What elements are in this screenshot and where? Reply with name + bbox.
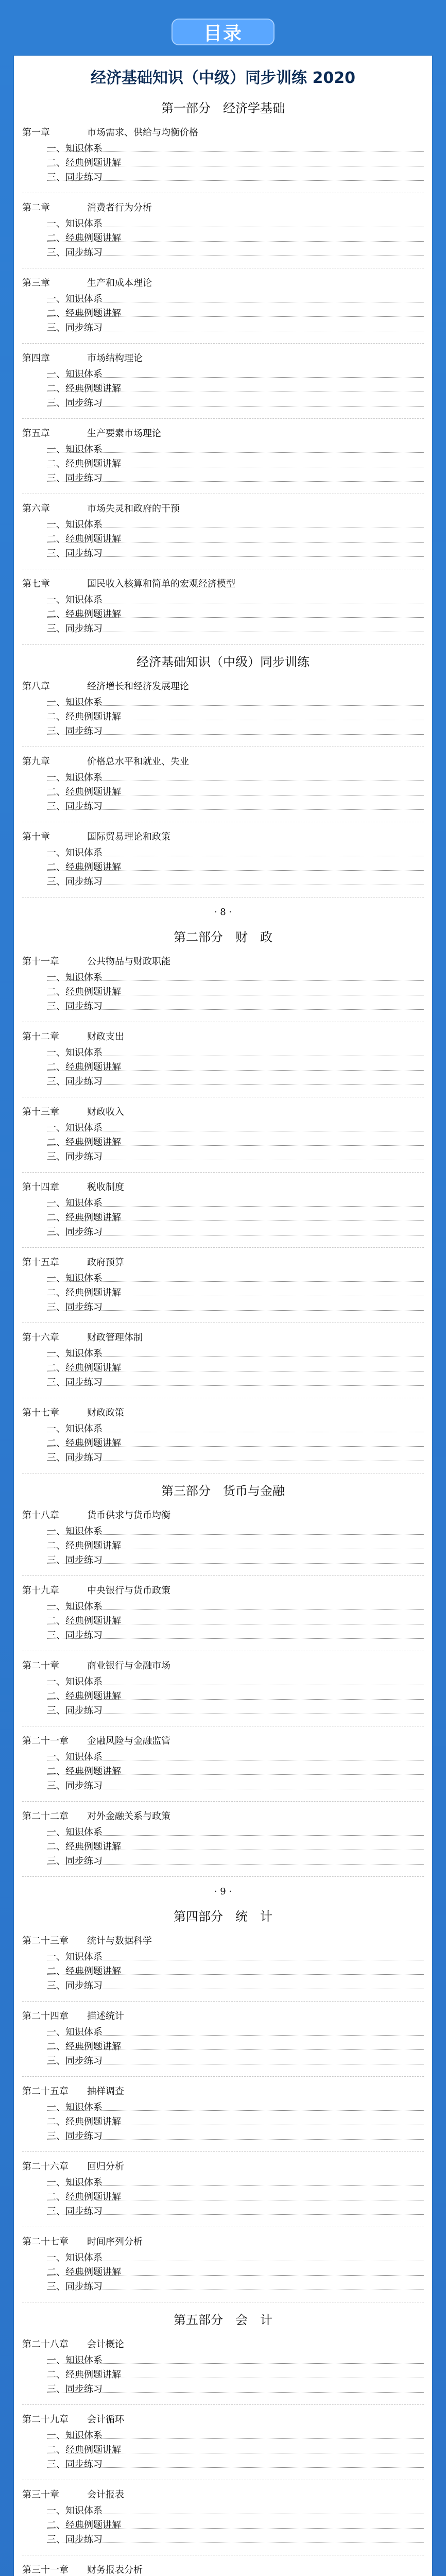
chapter-number: 第六章 (22, 503, 50, 514)
toc-entry: 一、知识体系 (14, 292, 432, 307)
chapter-title: 统计与数据科学 (87, 1936, 152, 1946)
chapter-number: 第五章 (22, 428, 50, 439)
chapter-number: 第八章 (22, 681, 50, 692)
toc-entry: 一、知识体系 (14, 1825, 432, 1840)
toc-entry: 二、经典例题讲解 (14, 1765, 432, 1779)
toc-entry: 三、同步练习 (14, 2054, 432, 2069)
toc-entry: 三、同步练习 (14, 1704, 432, 1718)
section-separator (22, 2554, 424, 2555)
chapter-heading (14, 2487, 432, 2501)
toc-entry: 三、同步练习 (14, 2280, 432, 2294)
toc-entry: 三、同步练习 (14, 622, 432, 636)
chapter-title: 国际贸易理论和政策 (87, 832, 170, 842)
chapter-number: 第七章 (22, 579, 50, 589)
toc-entry: 三、同步练习 (14, 321, 432, 335)
section-separator (22, 2001, 424, 2002)
toc-entry: 二、经典例题讲解 (14, 1211, 432, 1225)
toc-entry: 二、经典例题讲解 (14, 607, 432, 622)
toc-entry: 一、知识体系 (14, 1524, 432, 1539)
chapter-title: 会计概论 (87, 2339, 124, 2350)
chapter-heading (14, 501, 432, 515)
section-separator (22, 493, 424, 494)
toc-entry: 一、知识体系 (14, 846, 432, 860)
toc-entry: 二、经典例题讲解 (14, 307, 432, 321)
chapter-heading (14, 1934, 432, 1947)
chapter-heading (14, 2563, 432, 2576)
toc-entry: 一、知识体系 (14, 1121, 432, 1136)
toc-entry: 二、经典例题讲解 (14, 860, 432, 875)
chapter-number: 第二十九章 (22, 2414, 68, 2425)
section-separator (22, 2076, 424, 2077)
toc-entry: 二、经典例题讲解 (14, 1361, 432, 1376)
toc-entry: 三、同步练习 (14, 1300, 432, 1315)
part-title: 第四部分 统 计 (174, 1909, 272, 1924)
section-separator (22, 1801, 424, 1802)
chapter-number: 第四章 (22, 353, 50, 364)
chapter-title: 时间序列分析 (87, 2236, 143, 2247)
toc-entry: 二、经典例题讲解 (14, 1840, 432, 1854)
toc-entry: 一、知识体系 (14, 217, 432, 231)
toc-tab: 目录 (171, 19, 275, 45)
chapter-heading (14, 426, 432, 439)
chapter-number: 第十章 (22, 832, 50, 842)
chapter-heading (14, 577, 432, 590)
toc-entry: 一、知识体系 (14, 2504, 432, 2518)
chapter-heading (14, 1583, 432, 1597)
toc-entry: 一、知识体系 (14, 1196, 432, 1211)
section-separator (22, 1472, 424, 1473)
toc-entry: 一、知识体系 (14, 2251, 432, 2265)
chapter-title: 市场需求、供给与均衡价格 (87, 127, 198, 138)
toc-entry: 二、经典例题讲解 (14, 2518, 432, 2533)
chapter-number: 第二十五章 (22, 2086, 68, 2097)
toc-entry: 三、同步练习 (14, 2205, 432, 2219)
toc-entry: 一、知识体系 (14, 2429, 432, 2443)
section-separator (22, 1725, 424, 1726)
toc-entry: 二、经典例题讲解 (14, 2115, 432, 2129)
section-separator (22, 1575, 424, 1576)
chapter-heading (14, 1809, 432, 1822)
chapter-title: 对外金融关系与政策 (87, 1811, 170, 1822)
part-title: 第一部分 经济学基础 (161, 101, 285, 115)
section-separator (22, 1096, 424, 1097)
toc-entry: 一、知识体系 (14, 771, 432, 785)
toc-entry: 二、经典例题讲解 (14, 1060, 432, 1075)
toc-entry: 一、知识体系 (14, 518, 432, 532)
toc-entry: 三、同步练习 (14, 1979, 432, 1993)
section-separator (22, 1397, 424, 1398)
chapter-heading (14, 1658, 432, 1672)
chapter-title: 价格总水平和就业、失业 (87, 756, 189, 767)
chapter-title: 消费者行为分析 (87, 202, 152, 213)
toc-entry: 三、同步练习 (14, 800, 432, 814)
toc-entry: 一、知识体系 (14, 1347, 432, 1361)
toc-entry: 三、同步练习 (14, 2382, 432, 2397)
toc-sheet (14, 56, 432, 2576)
toc-entry: 一、知识体系 (14, 2100, 432, 2115)
toc-entry: 一、知识体系 (14, 2353, 432, 2368)
part-title: 第二部分 财 政 (174, 930, 272, 944)
toc-entry: 二、经典例题讲解 (14, 1689, 432, 1704)
toc-entry: 一、知识体系 (14, 2176, 432, 2190)
toc-entry: 三、同步练习 (14, 471, 432, 486)
chapter-title: 金融风险与金融监管 (87, 1736, 170, 1747)
chapter-heading (14, 679, 432, 692)
chapter-heading (14, 351, 432, 364)
toc-entry: 二、经典例题讲解 (14, 2443, 432, 2458)
toc-entry: 三、同步练习 (14, 547, 432, 561)
toc-list (14, 98, 432, 2576)
chapter-heading (14, 2159, 432, 2173)
toc-entry: 二、经典例题讲解 (14, 2040, 432, 2054)
toc-entry: 二、经典例题讲解 (14, 457, 432, 471)
chapter-title: 财务报表分析 (87, 2565, 143, 2575)
chapter-number: 第二章 (22, 202, 50, 213)
section-separator (22, 2226, 424, 2227)
toc-entry: 一、知识体系 (14, 1272, 432, 1286)
part-title: 第五部分 会 计 (174, 2313, 272, 2327)
section-separator (22, 1876, 424, 1877)
chapter-title: 市场结构理论 (87, 353, 143, 364)
chapter-heading (14, 1255, 432, 1268)
section-separator (22, 1650, 424, 1651)
section-separator (22, 1172, 424, 1173)
chapter-number: 第二十七章 (22, 2236, 68, 2247)
chapter-number: 第十六章 (22, 1332, 59, 1343)
chapter-number: 第二十六章 (22, 2161, 68, 2172)
chapter-heading (14, 754, 432, 768)
part-title: 第三部分 货币与金融 (161, 1484, 285, 1498)
chapter-heading (14, 1029, 432, 1043)
toc-entry: 二、经典例题讲解 (14, 382, 432, 396)
chapter-number: 第三章 (22, 278, 50, 289)
chapter-heading (14, 1180, 432, 1193)
toc-entry: 二、经典例题讲解 (14, 1136, 432, 1150)
toc-entry: 三、同步练习 (14, 875, 432, 889)
toc-entry: 二、经典例题讲解 (14, 985, 432, 999)
section-separator (22, 643, 424, 645)
toc-entry: 二、经典例题讲解 (14, 1614, 432, 1629)
chapter-title: 政府预算 (87, 1257, 124, 1268)
chapter-title: 公共物品与财政职能 (87, 956, 170, 967)
chapter-number: 第三十一章 (22, 2565, 68, 2575)
toc-entry: 一、知识体系 (14, 1675, 432, 1689)
chapter-title: 税收制度 (87, 1182, 124, 1193)
toc-entry: 一、知识体系 (14, 142, 432, 156)
chapter-number: 第十九章 (22, 1585, 59, 1596)
toc-entry: 三、同步练习 (14, 1854, 432, 1869)
section-separator (22, 1247, 424, 1248)
toc-entry: 三、同步练习 (14, 1376, 432, 1390)
toc-entry: 一、知识体系 (14, 1422, 432, 1436)
chapter-heading (14, 2337, 432, 2350)
toc-entry: 一、知识体系 (14, 2025, 432, 2040)
chapter-heading (14, 1105, 432, 1118)
toc-entry: 二、经典例题讲解 (14, 1964, 432, 1979)
chapter-title: 抽样调查 (87, 2086, 124, 2097)
toc-entry: 三、同步练习 (14, 1553, 432, 1568)
section-separator (22, 1322, 424, 1323)
chapter-title: 市场失灵和政府的干预 (87, 503, 180, 514)
chapter-heading (14, 1734, 432, 1747)
chapter-heading (14, 1330, 432, 1344)
chapter-number: 第二十三章 (22, 1936, 68, 1946)
toc-entry: 三、同步练习 (14, 1075, 432, 1089)
toc-entry: 二、经典例题讲解 (14, 2190, 432, 2205)
chapter-heading (14, 2084, 432, 2097)
section-separator (22, 746, 424, 747)
toc-entry: 二、经典例题讲解 (14, 1436, 432, 1451)
chapter-title: 财政政策 (87, 1408, 124, 1418)
toc-entry: 二、经典例题讲解 (14, 156, 432, 171)
section-separator (22, 2151, 424, 2152)
toc-entry: 二、经典例题讲解 (14, 2265, 432, 2280)
chapter-number: 第一章 (22, 127, 50, 138)
chapter-heading (14, 1508, 432, 1521)
toc-entry: 一、知识体系 (14, 1950, 432, 1964)
chapter-number: 第二十二章 (22, 1811, 68, 1822)
section-separator (22, 418, 424, 419)
chapter-heading (14, 2234, 432, 2248)
section-separator (22, 1021, 424, 1022)
toc-entry: 三、同步练习 (14, 1779, 432, 1793)
chapter-title: 货币供求与货币均衡 (87, 1510, 170, 1521)
toc-entry: 一、知识体系 (14, 593, 432, 607)
toc-entry: 二、经典例题讲解 (14, 710, 432, 724)
chapter-title: 财政支出 (87, 1031, 124, 1042)
section-separator (22, 2479, 424, 2480)
chapter-number: 第二十一章 (22, 1736, 68, 1747)
chapter-heading (14, 2412, 432, 2426)
chapter-title: 生产要素市场理论 (87, 428, 161, 439)
toc-entry: 三、同步练习 (14, 1451, 432, 1465)
header (0, 0, 446, 52)
toc-entry: 二、经典例题讲解 (14, 2368, 432, 2382)
chapter-title: 财政收入 (87, 1107, 124, 1117)
toc-entry: 一、知识体系 (14, 1750, 432, 1765)
toc-entry: 二、经典例题讲解 (14, 785, 432, 800)
toc-entry: 二、经典例题讲解 (14, 1286, 432, 1300)
section-separator (22, 192, 424, 193)
toc-inner (14, 56, 432, 2576)
chapter-title: 会计循环 (87, 2414, 124, 2425)
toc-entry: 三、同步练习 (14, 246, 432, 260)
chapter-number: 第十三章 (22, 1107, 59, 1117)
toc-entry: 三、同步练习 (14, 1225, 432, 1240)
chapter-heading (14, 2009, 432, 2022)
chapter-number: 第十二章 (22, 1031, 59, 1042)
toc-entry: 三、同步练习 (14, 724, 432, 739)
toc-entry: 三、同步练习 (14, 396, 432, 411)
chapter-title: 经济增长和经济发展理论 (87, 681, 189, 692)
toc-entry: 二、经典例题讲解 (14, 1539, 432, 1553)
chapter-heading (14, 1405, 432, 1419)
toc-entry: 一、知识体系 (14, 443, 432, 457)
chapter-number: 第二十八章 (22, 2339, 68, 2350)
part-title: 经济基础知识（中级）同步训练 (136, 655, 310, 669)
toc-entry: 二、经典例题讲解 (14, 231, 432, 246)
toc-entry: 三、同步练习 (14, 1150, 432, 1164)
chapter-heading (14, 829, 432, 843)
toc-entry: 三、同步练习 (14, 2533, 432, 2547)
chapter-heading (14, 125, 432, 139)
chapter-heading (14, 200, 432, 214)
toc-entry: 三、同步练习 (14, 999, 432, 1014)
toc-entry: 一、知识体系 (14, 971, 432, 985)
section-separator (22, 821, 424, 822)
chapter-number: 第二十章 (22, 1660, 59, 1671)
toc-entry: 三、同步练习 (14, 1629, 432, 1643)
chapter-number: 第三十章 (22, 2489, 59, 2500)
section-separator (22, 2404, 424, 2405)
toc-entry: 三、同步练习 (14, 171, 432, 185)
chapter-number: 第九章 (22, 756, 50, 767)
toc-entry: 一、知识体系 (14, 696, 432, 710)
chapter-number: 第十五章 (22, 1257, 59, 1268)
chapter-title: 财政管理体制 (87, 1332, 143, 1343)
chapter-number: 第十四章 (22, 1182, 59, 1193)
section-separator (22, 568, 424, 569)
toc-entry: 三、同步练习 (14, 2458, 432, 2472)
page-marker: · 9 · (214, 1886, 232, 1897)
toc-entry: 一、知识体系 (14, 367, 432, 382)
chapter-heading (14, 954, 432, 968)
chapter-number: 第十八章 (22, 1510, 59, 1521)
chapter-title: 会计报表 (87, 2489, 124, 2500)
chapter-title: 商业银行与金融市场 (87, 1660, 170, 1671)
chapter-title: 生产和成本理论 (87, 278, 152, 289)
chapter-title: 回归分析 (87, 2161, 124, 2172)
section-separator (22, 2301, 424, 2302)
chapter-title: 中央银行与货币政策 (87, 1585, 170, 1596)
chapter-title: 描述统计 (87, 2011, 124, 2022)
section-separator (22, 896, 424, 897)
section-separator (22, 267, 424, 268)
page-marker: · 8 · (214, 907, 232, 918)
toc-entry: 三、同步练习 (14, 2129, 432, 2144)
toc-entry: 二、经典例题讲解 (14, 532, 432, 547)
section-separator (22, 343, 424, 344)
chapter-title: 国民收入核算和简单的宏观经济模型 (87, 579, 235, 589)
chapter-heading (14, 276, 432, 289)
chapter-number: 第二十四章 (22, 2011, 68, 2022)
toc-entry: 一、知识体系 (14, 1046, 432, 1060)
chapter-number: 第十一章 (22, 956, 59, 967)
toc-entry: 一、知识体系 (14, 1600, 432, 1614)
chapter-number: 第十七章 (22, 1408, 59, 1418)
book-title: 经济基础知识（中级）同步训练 2020 (91, 69, 355, 87)
